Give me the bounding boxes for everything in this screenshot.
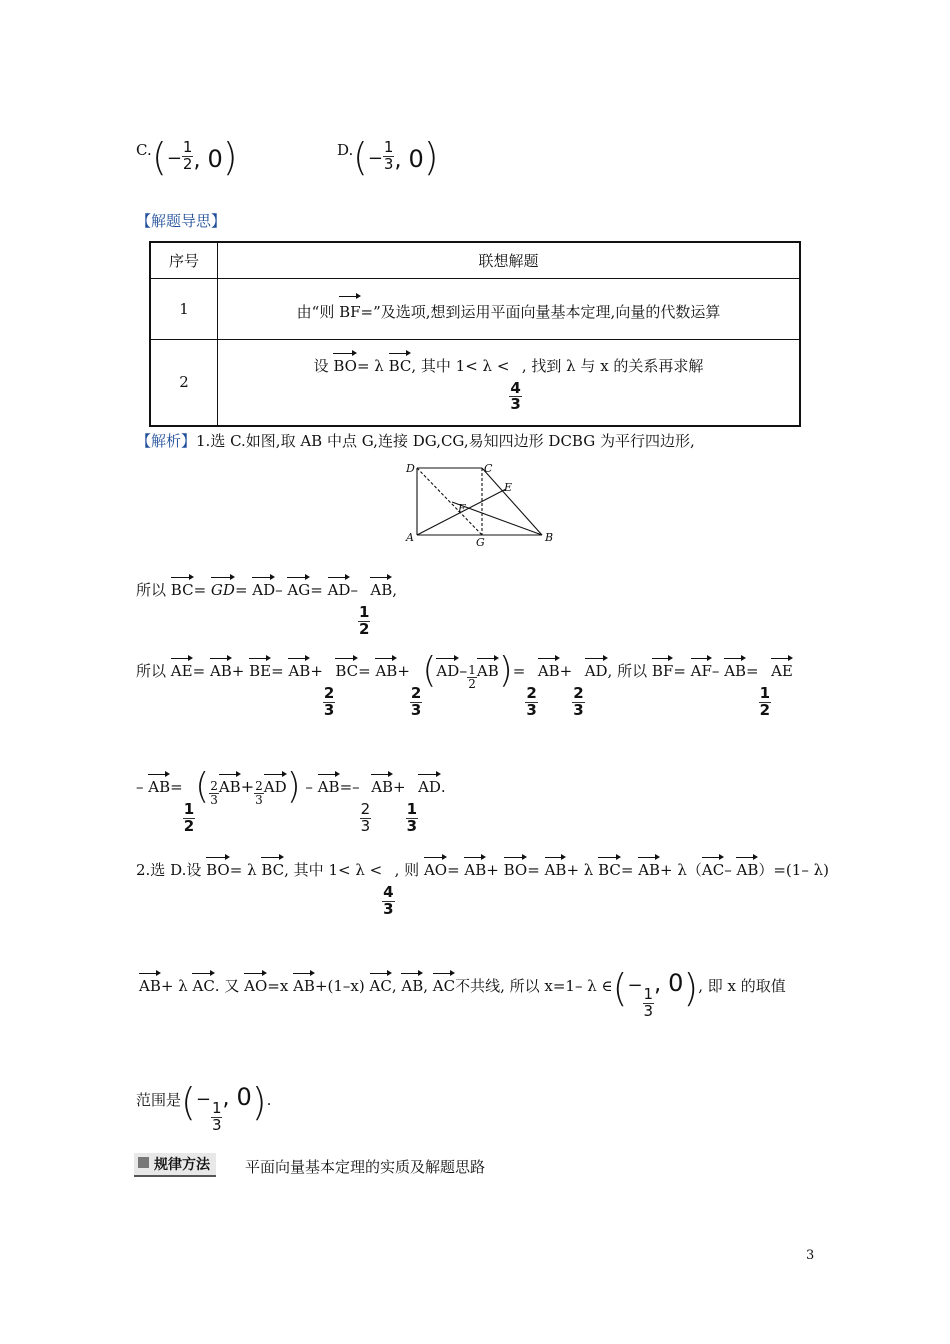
label-a: A (406, 531, 414, 544)
segment-cb (482, 468, 542, 535)
label-e: E (504, 481, 513, 494)
label-f: F (458, 502, 466, 515)
option-d-value: (− $\frac{1}{3}$ , 0) (353, 135, 439, 179)
row-idea: 由“则 BF=”及选项,想到运用平面向量基本定理,向量的代数运算 (218, 278, 801, 339)
row-no: 1 (150, 278, 218, 339)
method-badge: 规律方法 (134, 1153, 216, 1177)
label-b: B (545, 531, 554, 544)
col-no-header: 序号 (150, 242, 218, 278)
segment-dg (417, 468, 482, 535)
equation-line-5: AB+ λ AC. 又 AO=x AB+(1–x) AC, AB, AC不共线, 所以 x=1– λ ∈(− $\frac{1}{3}$ , 0), 即 x 的取值 (139, 966, 786, 1020)
parallelogram-figure (400, 458, 560, 550)
range-line: 范围是(− $\frac{1}{3}$ , 0). (136, 1080, 272, 1134)
guide-table (149, 241, 801, 427)
option-d-label: D. (337, 141, 354, 159)
table-header-row (150, 242, 800, 278)
vector-bo: BO (333, 352, 357, 375)
table-row (150, 339, 800, 426)
equation-line-3: – AB= $\frac{1}{2}$ ( $\frac{2}{3}$ AB+ $\frac{2}{3}$ AD) – AB=– $\frac{2}{3}$ AB+ $\frac{1}{3}$ AD. (136, 766, 446, 835)
vector-bc: BC (389, 352, 412, 375)
page-number: 3 (806, 1248, 815, 1263)
equation-line-1: 所以 BC= GD= AD– AG= AD– $\frac{1}{2}$ AB, (136, 576, 397, 638)
method-title: 平面向量基本定理的实质及解题思路 (245, 1158, 486, 1176)
row-idea: 设 BO= λ BC, 其中 1< λ < $\frac{4}{3}$ , 找到 λ 与 x 的关系再求解 (218, 339, 801, 426)
equation-line-2: 所以 AE= AB+ BE= AB+ $\frac{2}{3}$ BC= AB+ $\frac{2}{3}$ (AD– $\frac{1}{2}$ AB)= $\frac{2}{3}$ AB+ $\frac{2}{3}$ AD, 所以 BF= AF– AB= $\frac{1}{2}$ AE (136, 650, 793, 719)
table-row (150, 278, 800, 339)
label-g: G (476, 536, 485, 549)
guide-heading: 【解题导思】 (136, 212, 227, 230)
solution-label: 【解析】 (136, 432, 197, 450)
equation-line-4: 2.选 D.设 BO= λ BC, 其中 1< λ < $\frac{4}{3}$ , 则 AO= AB+ BO= AB+ λ BC= AB+ λ（AC– AB）=(1– λ) (136, 856, 829, 918)
label-c: C (484, 462, 493, 475)
solution-intro: 【解析】1.选 C.如图,取 AB 中点 G,连接 DG,CG,易知四边形 DCBG 为平行四边形, (136, 432, 695, 450)
label-d: D (406, 462, 415, 475)
option-c-label: C. (136, 141, 152, 159)
col-idea-header: 联想解题 (218, 242, 801, 278)
option-c-value: (− $\frac{1}{2}$ , 0) (152, 135, 238, 179)
row-no: 2 (150, 339, 218, 426)
vector-bf: BF (339, 295, 360, 321)
